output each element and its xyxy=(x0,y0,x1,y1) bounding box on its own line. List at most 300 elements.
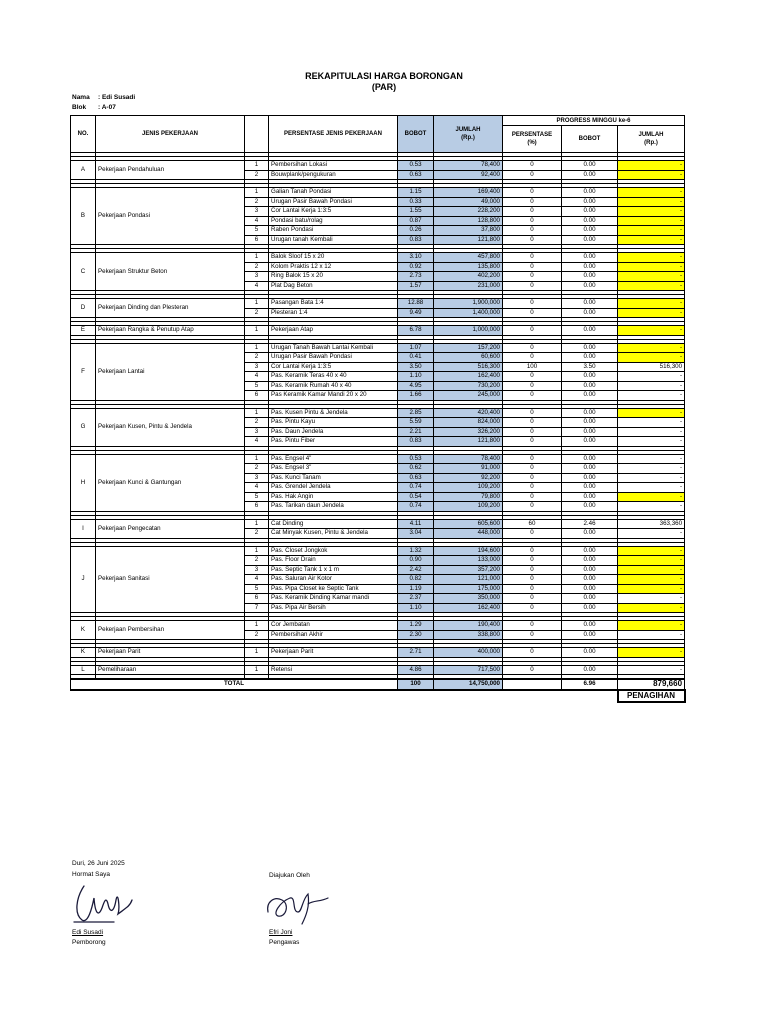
item-description: Pembersihan Akhir xyxy=(269,630,398,640)
item-progress-bobot: 0.00 xyxy=(562,272,618,282)
item-progress-bobot: 0.00 xyxy=(562,565,618,575)
col-p-persentase-label: PERSENTASE xyxy=(511,132,553,138)
item-progress-bobot: 0.00 xyxy=(562,584,618,594)
item-progress-jumlah: - xyxy=(618,188,685,198)
item-progress-bobot: 3.50 xyxy=(562,362,618,372)
item-bobot: 1.57 xyxy=(398,281,434,291)
item-description: Pas. Pintu Fiber xyxy=(269,437,398,447)
item-progress-jumlah: - xyxy=(618,372,685,382)
group-name: Pekerjaan Rangka & Penutup Atap xyxy=(96,326,245,336)
group-code: E xyxy=(71,326,96,336)
item-description: Urugan Pasir Bawah Pondasi xyxy=(269,353,398,363)
item-description: Urugan Pasir Bawah Pondasi xyxy=(269,197,398,207)
item-progress-bobot: 0.00 xyxy=(562,546,618,556)
item-progress-bobot: 0.00 xyxy=(562,188,618,198)
item-bobot: 0.83 xyxy=(398,437,434,447)
item-number: 1 xyxy=(245,665,269,675)
col-p-persentase xyxy=(503,126,562,153)
item-progress-jumlah: - xyxy=(618,235,685,245)
item-progress-jumlah: - xyxy=(618,630,685,640)
item-progress-bobot: 0.00 xyxy=(562,502,618,512)
item-description: Cat Dinding xyxy=(269,519,398,529)
item-number: 5 xyxy=(245,492,269,502)
item-description: Pas. Hak Angin xyxy=(269,492,398,502)
item-jumlah: 717,500 xyxy=(434,665,503,675)
item-progress-persentase: 0 xyxy=(503,188,562,198)
item-bobot: 4.95 xyxy=(398,381,434,391)
item-progress-bobot: 2.46 xyxy=(562,519,618,529)
item-bobot: 0.53 xyxy=(398,454,434,464)
item-progress-jumlah: - xyxy=(618,308,685,318)
item-jumlah: 128,800 xyxy=(434,216,503,226)
item-progress-bobot: 0.00 xyxy=(562,299,618,309)
item-progress-jumlah: - xyxy=(618,454,685,464)
item-description: Urugan tanah Kembali xyxy=(269,235,398,245)
item-progress-bobot: 0.00 xyxy=(562,353,618,363)
right-signer-name-text: Efri Joni xyxy=(269,929,293,936)
table-row xyxy=(71,343,685,353)
item-progress-jumlah: - xyxy=(618,253,685,263)
item-bobot: 0.74 xyxy=(398,483,434,493)
item-progress-bobot: 0.00 xyxy=(562,343,618,353)
item-description: Pas. Grendel Jendela xyxy=(269,483,398,493)
total-p-jumlah: 879,660 xyxy=(618,679,685,690)
left-signer-name xyxy=(72,929,103,936)
item-progress-bobot: 0.00 xyxy=(562,454,618,464)
item-description: Pas. Daun Jendela xyxy=(269,427,398,437)
group-name: Pekerjaan Dinding dan Plesteran xyxy=(96,299,245,318)
item-jumlah: 245,000 xyxy=(434,391,503,401)
item-bobot: 0.33 xyxy=(398,197,434,207)
item-number: 4 xyxy=(245,575,269,585)
item-bobot: 1.29 xyxy=(398,621,434,631)
item-progress-persentase: 0 xyxy=(503,630,562,640)
group-code: K xyxy=(71,621,96,640)
item-bobot: 1.55 xyxy=(398,207,434,217)
item-jumlah: 135,800 xyxy=(434,262,503,272)
col-p-jumlah-unit: (Rp.) xyxy=(644,140,658,146)
item-number: 3 xyxy=(245,207,269,217)
item-jumlah: 169,400 xyxy=(434,188,503,198)
item-progress-persentase: 0 xyxy=(503,343,562,353)
item-jumlah: 121,800 xyxy=(434,235,503,245)
item-progress-bobot: 0.00 xyxy=(562,372,618,382)
group-code: A xyxy=(71,161,96,180)
item-progress-persentase: 0 xyxy=(503,235,562,245)
total-p-persentase xyxy=(503,679,562,690)
item-jumlah: 605,600 xyxy=(434,519,503,529)
item-jumlah: 1,900,000 xyxy=(434,299,503,309)
item-jumlah: 49,000 xyxy=(434,197,503,207)
item-progress-persentase: 0 xyxy=(503,492,562,502)
item-progress-jumlah: - xyxy=(618,665,685,675)
item-bobot: 6.78 xyxy=(398,326,434,336)
col-jenis: JENIS PEKERJAAN xyxy=(96,116,245,153)
item-progress-persentase: 0 xyxy=(503,353,562,363)
item-jumlah: 516,300 xyxy=(434,362,503,372)
group-code: F xyxy=(71,343,96,400)
item-number: 1 xyxy=(245,326,269,336)
item-progress-persentase: 100 xyxy=(503,362,562,372)
item-progress-persentase: 0 xyxy=(503,565,562,575)
blok-value: : A-07 xyxy=(98,104,116,111)
item-progress-bobot: 0.00 xyxy=(562,207,618,217)
item-bobot: 2.71 xyxy=(398,648,434,658)
nama-value: : Edi Susadi xyxy=(98,94,136,101)
item-progress-jumlah: - xyxy=(618,648,685,658)
item-progress-persentase: 0 xyxy=(503,216,562,226)
col-no: NO. xyxy=(71,116,96,153)
item-bobot: 1.10 xyxy=(398,372,434,382)
item-progress-jumlah: - xyxy=(618,473,685,483)
item-jumlah: 402,200 xyxy=(434,272,503,282)
item-description: Pekerjaan Atap xyxy=(269,326,398,336)
table-row xyxy=(71,665,685,675)
item-number: 1 xyxy=(245,188,269,198)
item-jumlah: 157,200 xyxy=(434,343,503,353)
item-progress-bobot: 0.00 xyxy=(562,464,618,474)
item-bobot: 0.41 xyxy=(398,353,434,363)
item-progress-persentase: 60 xyxy=(503,519,562,529)
item-progress-persentase: 0 xyxy=(503,326,562,336)
col-jumlah-unit: (Rp.) xyxy=(461,135,475,141)
item-progress-persentase: 0 xyxy=(503,197,562,207)
item-description: Pas. Keramik Teras 40 x 40 xyxy=(269,372,398,382)
group-code: L xyxy=(71,665,96,675)
item-jumlah: 78,400 xyxy=(434,454,503,464)
item-bobot: 0.26 xyxy=(398,226,434,236)
group-code: C xyxy=(71,253,96,291)
item-number: 3 xyxy=(245,427,269,437)
item-bobot: 0.83 xyxy=(398,235,434,245)
item-description: Pas. Keramik Rumah 40 x 40 xyxy=(269,381,398,391)
item-progress-jumlah: - xyxy=(618,418,685,428)
item-progress-bobot: 0.00 xyxy=(562,161,618,171)
item-progress-persentase: 0 xyxy=(503,161,562,171)
group-name: Pekerjaan Sanitasi xyxy=(96,546,245,613)
item-number: 4 xyxy=(245,372,269,382)
item-progress-persentase: 0 xyxy=(503,575,562,585)
item-progress-jumlah: - xyxy=(618,262,685,272)
item-progress-jumlah: - xyxy=(618,437,685,447)
item-progress-bobot: 0.00 xyxy=(562,594,618,604)
item-description: Urugan Tanah Bawah Lantai Kembali xyxy=(269,343,398,353)
item-description: Pas. Closet Jongkok xyxy=(269,546,398,556)
group-code: K xyxy=(71,648,96,658)
item-description: Retensi xyxy=(269,665,398,675)
group-name: Pekerjaan Pondasi xyxy=(96,188,245,245)
item-bobot: 3.10 xyxy=(398,253,434,263)
penagihan-row xyxy=(71,690,685,702)
group-name: Pekerjaan Pendahuluan xyxy=(96,161,245,180)
item-bobot: 2.85 xyxy=(398,408,434,418)
blok-line xyxy=(72,104,116,111)
item-bobot: 5.59 xyxy=(398,418,434,428)
group-code: I xyxy=(71,519,96,538)
item-progress-persentase: 0 xyxy=(503,603,562,613)
item-progress-jumlah: - xyxy=(618,197,685,207)
item-progress-jumlah: - xyxy=(618,594,685,604)
nama-line xyxy=(72,94,135,101)
item-progress-bobot: 0.00 xyxy=(562,575,618,585)
item-bobot: 9.49 xyxy=(398,308,434,318)
item-number: 1 xyxy=(245,519,269,529)
group-name: Pekerjaan Kusen, Pintu & Jendela xyxy=(96,408,245,446)
item-bobot: 1.07 xyxy=(398,343,434,353)
item-progress-persentase: 0 xyxy=(503,594,562,604)
item-progress-jumlah: - xyxy=(618,353,685,363)
item-jumlah: 60,600 xyxy=(434,353,503,363)
item-description: Plat Dag Beton xyxy=(269,281,398,291)
item-description: Pas. Engsel 3" xyxy=(269,464,398,474)
item-progress-jumlah: - xyxy=(618,207,685,217)
item-bobot: 0.54 xyxy=(398,492,434,502)
item-bobot: 1.66 xyxy=(398,391,434,401)
col-p-persentase-unit: (%) xyxy=(527,140,537,146)
item-progress-jumlah: - xyxy=(618,161,685,171)
left-signer-name-text: Edi Susadi xyxy=(72,929,104,936)
col-p-jumlah-label: JUMLAH xyxy=(638,132,664,138)
item-progress-bobot: 0.00 xyxy=(562,492,618,502)
item-bobot: 12.88 xyxy=(398,299,434,309)
group-name: Pekerjaan Struktur Beton xyxy=(96,253,245,291)
item-progress-jumlah: - xyxy=(618,492,685,502)
item-progress-persentase: 0 xyxy=(503,299,562,309)
item-description: Kolom Praktis 12 x 12 xyxy=(269,262,398,272)
col-persentase: PERSENTASE JENIS PEKERJAAN xyxy=(269,116,398,153)
place-date: Duri, 26 Juni 2025 xyxy=(72,860,125,867)
item-progress-persentase: 0 xyxy=(503,584,562,594)
item-bobot: 1.32 xyxy=(398,546,434,556)
total-label: TOTAL xyxy=(71,679,398,690)
item-progress-bobot: 0.00 xyxy=(562,253,618,263)
diajukan-oleh: Diajukan Oleh xyxy=(269,872,310,879)
item-progress-bobot: 0.00 xyxy=(562,170,618,180)
item-number: 4 xyxy=(245,216,269,226)
item-progress-jumlah: 363,360 xyxy=(618,519,685,529)
item-jumlah: 190,400 xyxy=(434,621,503,631)
item-progress-jumlah: - xyxy=(618,575,685,585)
item-number: 1 xyxy=(245,161,269,171)
table-row xyxy=(71,326,685,336)
right-signer-role: Pengawas xyxy=(269,939,300,946)
item-jumlah: 175,000 xyxy=(434,584,503,594)
item-description: Ring Balok 15 x 20 xyxy=(269,272,398,282)
item-progress-jumlah: - xyxy=(618,584,685,594)
item-bobot: 2.73 xyxy=(398,272,434,282)
item-jumlah: 121,000 xyxy=(434,575,503,585)
item-progress-jumlah: - xyxy=(618,326,685,336)
item-number: 2 xyxy=(245,556,269,566)
item-description: Pas. Engsel 4" xyxy=(269,454,398,464)
item-jumlah: 162,400 xyxy=(434,372,503,382)
item-description: Cor Lantai Kerja 1:3:5 xyxy=(269,207,398,217)
item-jumlah: 92,200 xyxy=(434,473,503,483)
item-bobot: 1.10 xyxy=(398,603,434,613)
col-spacer xyxy=(245,116,269,153)
item-progress-jumlah: - xyxy=(618,391,685,401)
item-bobot: 1.15 xyxy=(398,188,434,198)
item-progress-bobot: 0.00 xyxy=(562,473,618,483)
item-progress-persentase: 0 xyxy=(503,408,562,418)
item-bobot: 0.63 xyxy=(398,170,434,180)
item-progress-persentase: 0 xyxy=(503,556,562,566)
item-progress-persentase: 0 xyxy=(503,391,562,401)
item-description: Pas. Keramik Dinding Kamar mandi xyxy=(269,594,398,604)
item-description: Pas Keramik Kamar Mandi 20 x 20 xyxy=(269,391,398,401)
item-progress-jumlah: - xyxy=(618,464,685,474)
item-description: Raben Pondasi xyxy=(269,226,398,236)
col-jumlah-label: JUMLAH xyxy=(455,127,481,133)
item-bobot: 1.19 xyxy=(398,584,434,594)
item-progress-bobot: 0.00 xyxy=(562,630,618,640)
item-number: 2 xyxy=(245,197,269,207)
item-number: 2 xyxy=(245,464,269,474)
item-progress-bobot: 0.00 xyxy=(562,235,618,245)
item-progress-jumlah: - xyxy=(618,529,685,539)
item-progress-persentase: 0 xyxy=(503,272,562,282)
item-description: Pas. Pipa Air Bersih xyxy=(269,603,398,613)
item-progress-jumlah: - xyxy=(618,483,685,493)
table-row xyxy=(71,253,685,263)
table-row xyxy=(71,648,685,658)
item-progress-persentase: 0 xyxy=(503,648,562,658)
item-progress-bobot: 0.00 xyxy=(562,391,618,401)
item-number: 1 xyxy=(245,299,269,309)
item-number: 1 xyxy=(245,621,269,631)
item-description: Pondasi batu/rolag xyxy=(269,216,398,226)
item-bobot: 4.86 xyxy=(398,665,434,675)
col-bobot: BOBOT xyxy=(398,116,434,153)
item-number: 1 xyxy=(245,454,269,464)
item-progress-jumlah: - xyxy=(618,272,685,282)
table-row xyxy=(71,408,685,418)
item-jumlah: 231,000 xyxy=(434,281,503,291)
item-description: Pas. Pintu Kayu xyxy=(269,418,398,428)
penagihan-label: PENAGIHAN xyxy=(618,690,685,702)
nama-label: Nama xyxy=(72,94,90,101)
item-number: 7 xyxy=(245,603,269,613)
item-jumlah: 350,000 xyxy=(434,594,503,604)
blok-label: Blok xyxy=(72,104,87,111)
total-p-bobot: 6.96 xyxy=(562,679,618,690)
table-row xyxy=(71,299,685,309)
item-jumlah: 400,000 xyxy=(434,648,503,658)
group-name: Pekerjaan Parit xyxy=(96,648,245,658)
table-row xyxy=(71,621,685,631)
item-description: Pas. Tarikan daun Jendela xyxy=(269,502,398,512)
item-description: Galian Tanah Pondasi xyxy=(269,188,398,198)
item-progress-bobot: 0.00 xyxy=(562,308,618,318)
item-jumlah: 133,000 xyxy=(434,556,503,566)
item-jumlah: 194,600 xyxy=(434,546,503,556)
item-progress-persentase: 0 xyxy=(503,308,562,318)
item-bobot: 2.21 xyxy=(398,427,434,437)
group-code: G xyxy=(71,408,96,446)
item-progress-jumlah: - xyxy=(618,343,685,353)
item-progress-jumlah: - xyxy=(618,216,685,226)
item-jumlah: 420,400 xyxy=(434,408,503,418)
signature-efri-joni xyxy=(262,882,332,928)
item-progress-bobot: 0.00 xyxy=(562,408,618,418)
item-description: Bouwplank/pengukuran xyxy=(269,170,398,180)
item-description: Pas. Floor Drain xyxy=(269,556,398,566)
item-number: 1 xyxy=(245,253,269,263)
item-bobot: 0.53 xyxy=(398,161,434,171)
item-progress-jumlah: 516,300 xyxy=(618,362,685,372)
item-progress-bobot: 0.00 xyxy=(562,262,618,272)
item-progress-jumlah: - xyxy=(618,621,685,631)
item-description: Cor Jembatan xyxy=(269,621,398,631)
item-bobot: 0.74 xyxy=(398,502,434,512)
group-code: D xyxy=(71,299,96,318)
item-progress-persentase: 0 xyxy=(503,381,562,391)
item-progress-bobot: 0.00 xyxy=(562,326,618,336)
item-description: Pekerjaan Parit xyxy=(269,648,398,658)
item-jumlah: 1,400,000 xyxy=(434,308,503,318)
item-progress-persentase: 0 xyxy=(503,454,562,464)
item-description: Pas. Pipa Closet ke Septic Tank xyxy=(269,584,398,594)
item-progress-jumlah: - xyxy=(618,381,685,391)
item-jumlah: 121,800 xyxy=(434,437,503,447)
group-name: Pekerjaan Pembersihan xyxy=(96,621,245,640)
item-progress-jumlah: - xyxy=(618,603,685,613)
item-number: 2 xyxy=(245,630,269,640)
item-jumlah: 326,200 xyxy=(434,427,503,437)
item-progress-persentase: 0 xyxy=(503,437,562,447)
item-progress-jumlah: - xyxy=(618,226,685,236)
item-description: Balok Sloof 15 x 20 xyxy=(269,253,398,263)
item-progress-bobot: 0.00 xyxy=(562,381,618,391)
item-progress-persentase: 0 xyxy=(503,207,562,217)
item-number: 2 xyxy=(245,262,269,272)
item-bobot: 0.62 xyxy=(398,464,434,474)
item-bobot: 2.42 xyxy=(398,565,434,575)
item-progress-jumlah: - xyxy=(618,408,685,418)
col-p-bobot: BOBOT xyxy=(562,126,618,153)
item-number: 3 xyxy=(245,362,269,372)
item-bobot: 3.50 xyxy=(398,362,434,372)
item-progress-bobot: 0.00 xyxy=(562,665,618,675)
col-p-jumlah xyxy=(618,126,685,153)
item-number: 5 xyxy=(245,584,269,594)
left-signer-role: Pemborong xyxy=(72,939,106,946)
group-code: H xyxy=(71,454,96,511)
item-number: 1 xyxy=(245,408,269,418)
item-jumlah: 338,800 xyxy=(434,630,503,640)
item-progress-bobot: 0.00 xyxy=(562,648,618,658)
item-bobot: 0.90 xyxy=(398,556,434,566)
item-number: 4 xyxy=(245,483,269,493)
item-number: 6 xyxy=(245,594,269,604)
item-number: 1 xyxy=(245,343,269,353)
item-jumlah: 730,200 xyxy=(434,381,503,391)
item-progress-persentase: 0 xyxy=(503,418,562,428)
total-row xyxy=(71,679,685,690)
item-jumlah: 357,200 xyxy=(434,565,503,575)
item-description: Pas. Kusen Pintu & Jendela xyxy=(269,408,398,418)
item-bobot: 2.37 xyxy=(398,594,434,604)
item-number: 2 xyxy=(245,418,269,428)
item-progress-persentase: 0 xyxy=(503,464,562,474)
item-progress-jumlah: - xyxy=(618,502,685,512)
col-progress: PROGRESS MINGGU ke-6 xyxy=(503,116,685,126)
item-number: 2 xyxy=(245,308,269,318)
item-progress-bobot: 0.00 xyxy=(562,621,618,631)
item-jumlah: 1,000,000 xyxy=(434,326,503,336)
group-code: J xyxy=(71,546,96,613)
item-bobot: 2.30 xyxy=(398,630,434,640)
